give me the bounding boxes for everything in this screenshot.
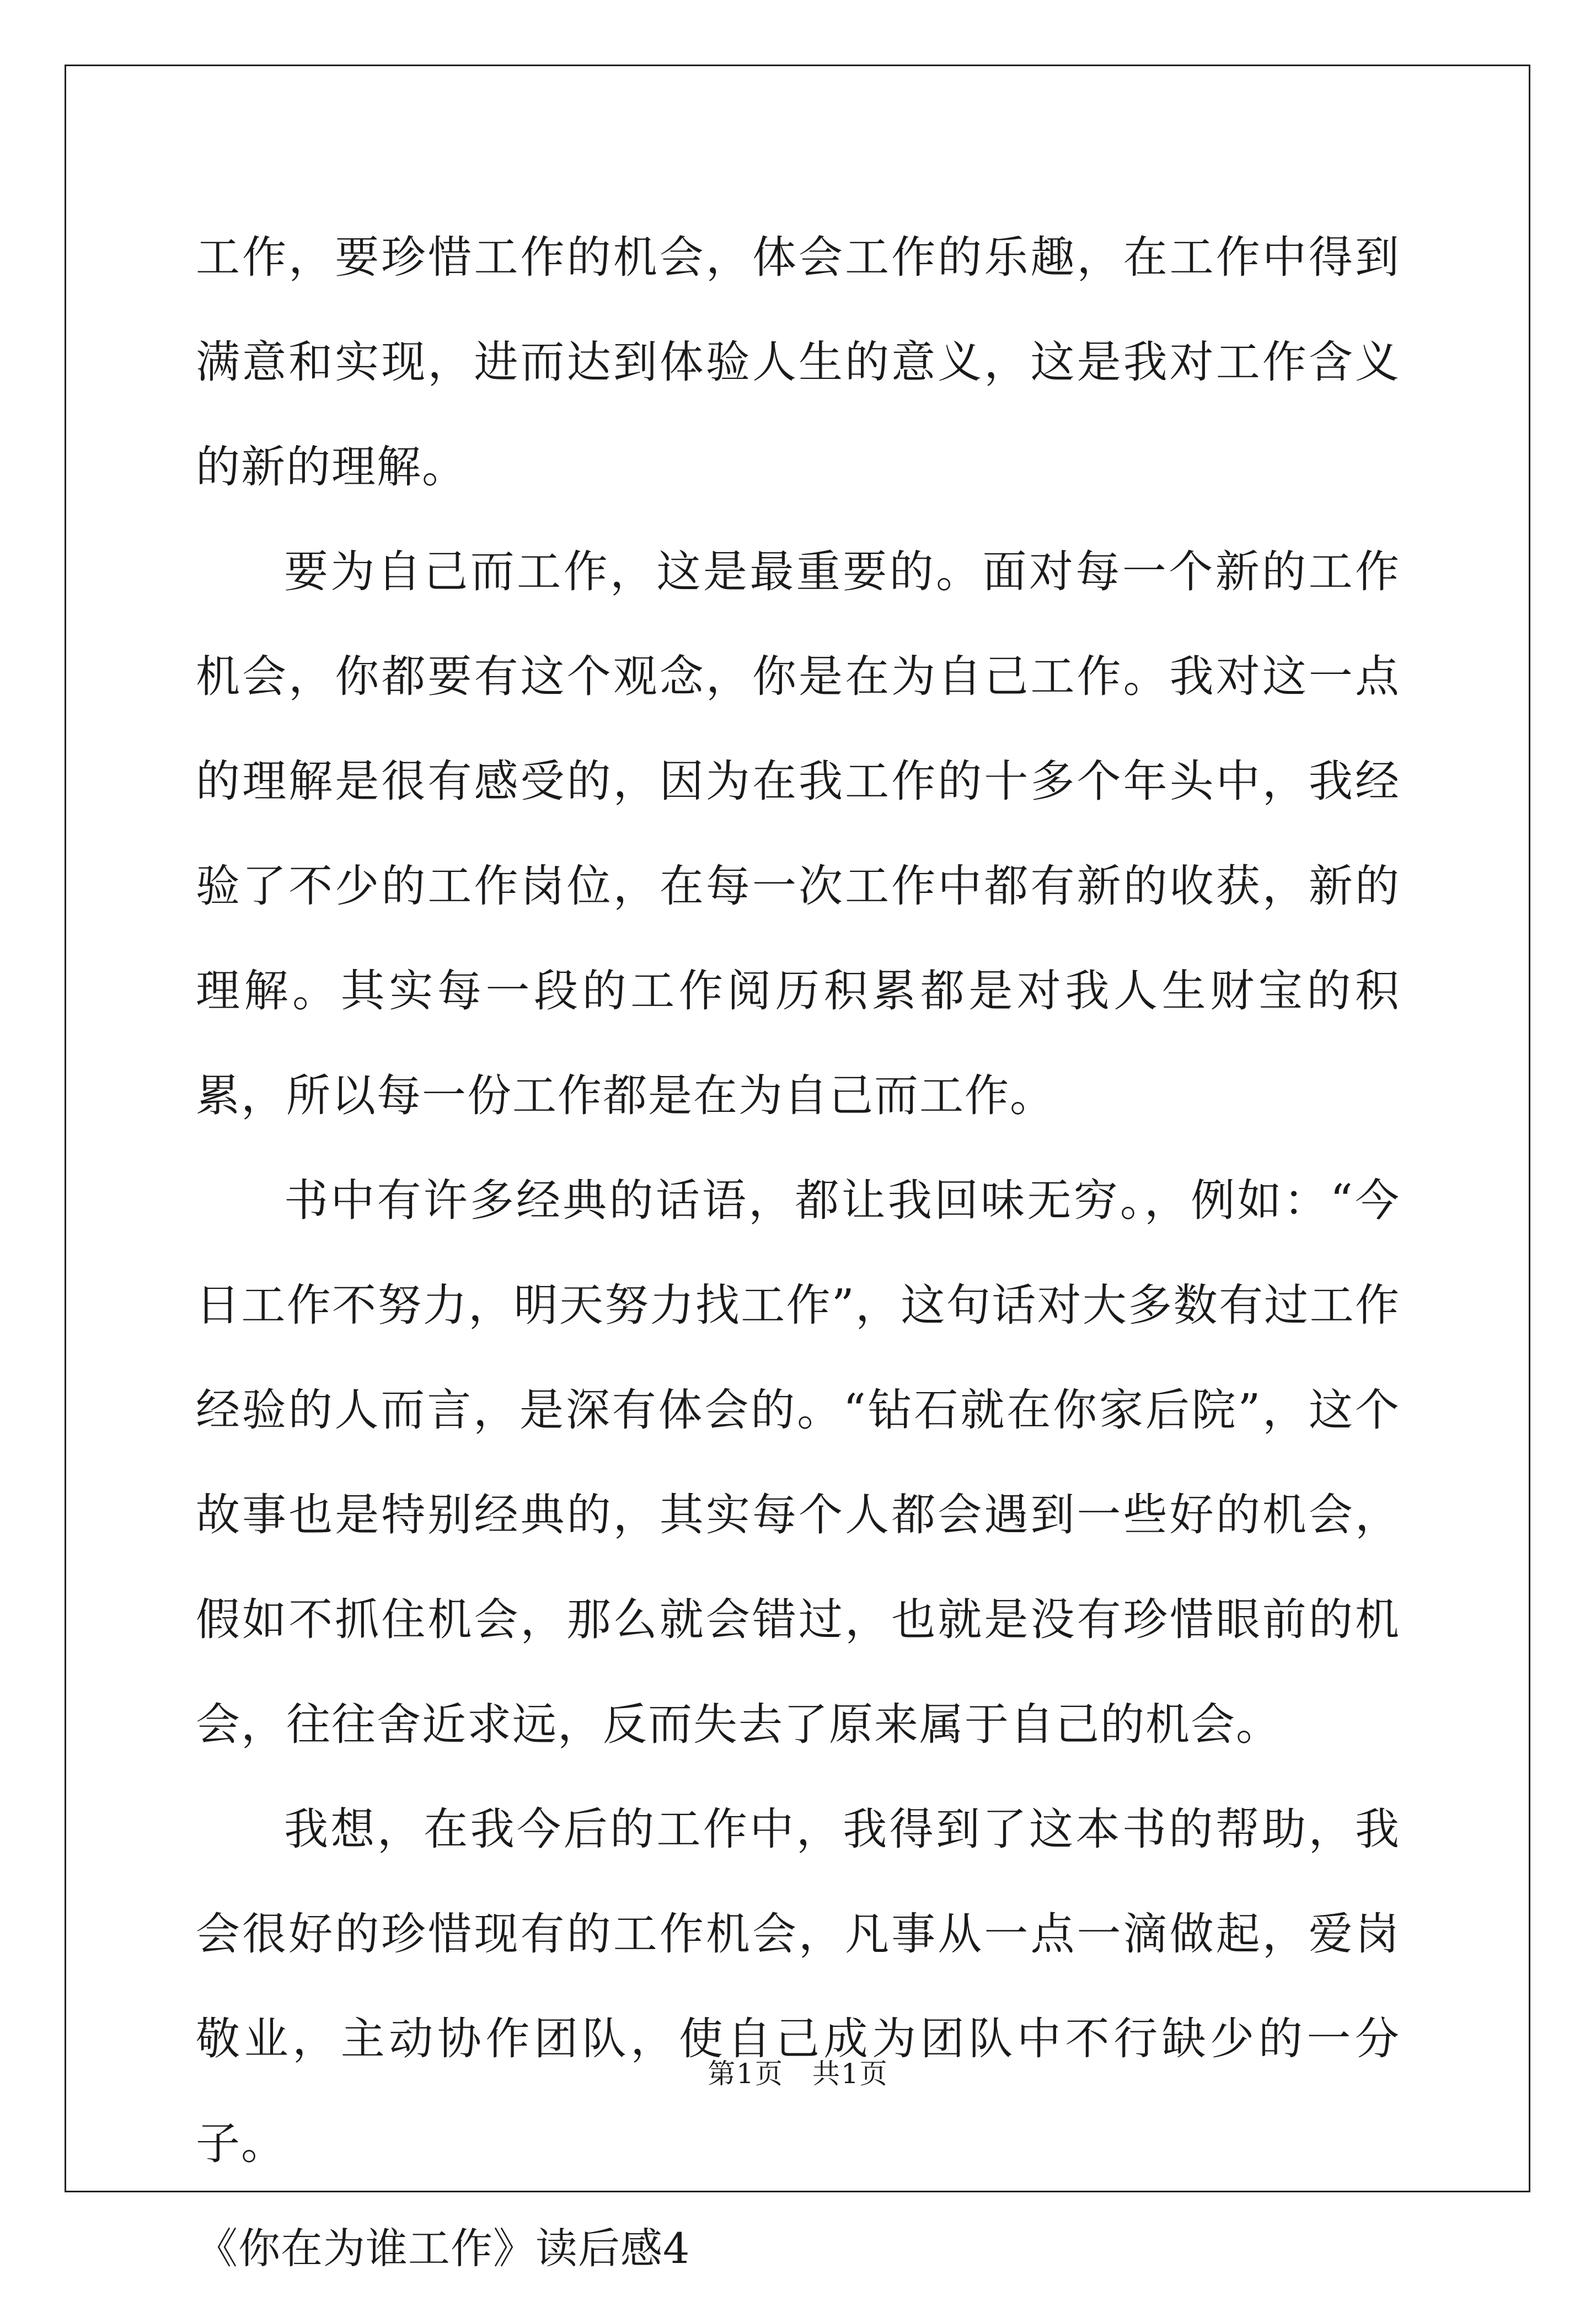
page-footer: 第1页 共1页 [708, 2058, 888, 2090]
paragraph-3: 书中有许多经典的话语，都让我回味无穷。，例如：“今日工作不努力，明天努力找工作”，这句话对大多数有过工作经验的人而言，是深有体会的。“钻石就在你家后院”，这个故事也是特别经典的，其实每个人都会遇到一些好的机会，假如不抓住机会，那么就会错过，也就是没有珍惜眼前的机会，往往舍近求远，反而失去了原来属于自己的机会。 [196, 1175, 1400, 1750]
document-body [196, 205, 1400, 2301]
section-heading: 《你在为谁工作》读后感4 [196, 2224, 690, 2273]
paragraph-4: 我想，在我今后的工作中，我得到了这本书的帮助，我会很好的珍惜现有的工作机会，凡事从一点一滴做起，爱岗敬业，主动协作团队，使自己成为团队中不行缺少的一分子。 [196, 1804, 1400, 2169]
paragraph-2: 要为自己而工作，这是最重要的。面对每一个新的工作机会，你都要有这个观念，你是在为自己工作。我对这一点的理解是很有感受的，因为在我工作的十多个年头中，我经验了不少的工作岗位，在每一次工作中都有新的收获，新的理解。其实每一段的工作阅历积累都是对我人生财宝的积累，所以每一份工作都是在为自己而工作。 [196, 546, 1400, 1121]
paragraph-1: 工作，要珍惜工作的机会，体会工作的乐趣，在工作中得到满意和实现，进而达到体验人生的意义，这是我对工作含义的新的理解。 [196, 232, 1400, 493]
